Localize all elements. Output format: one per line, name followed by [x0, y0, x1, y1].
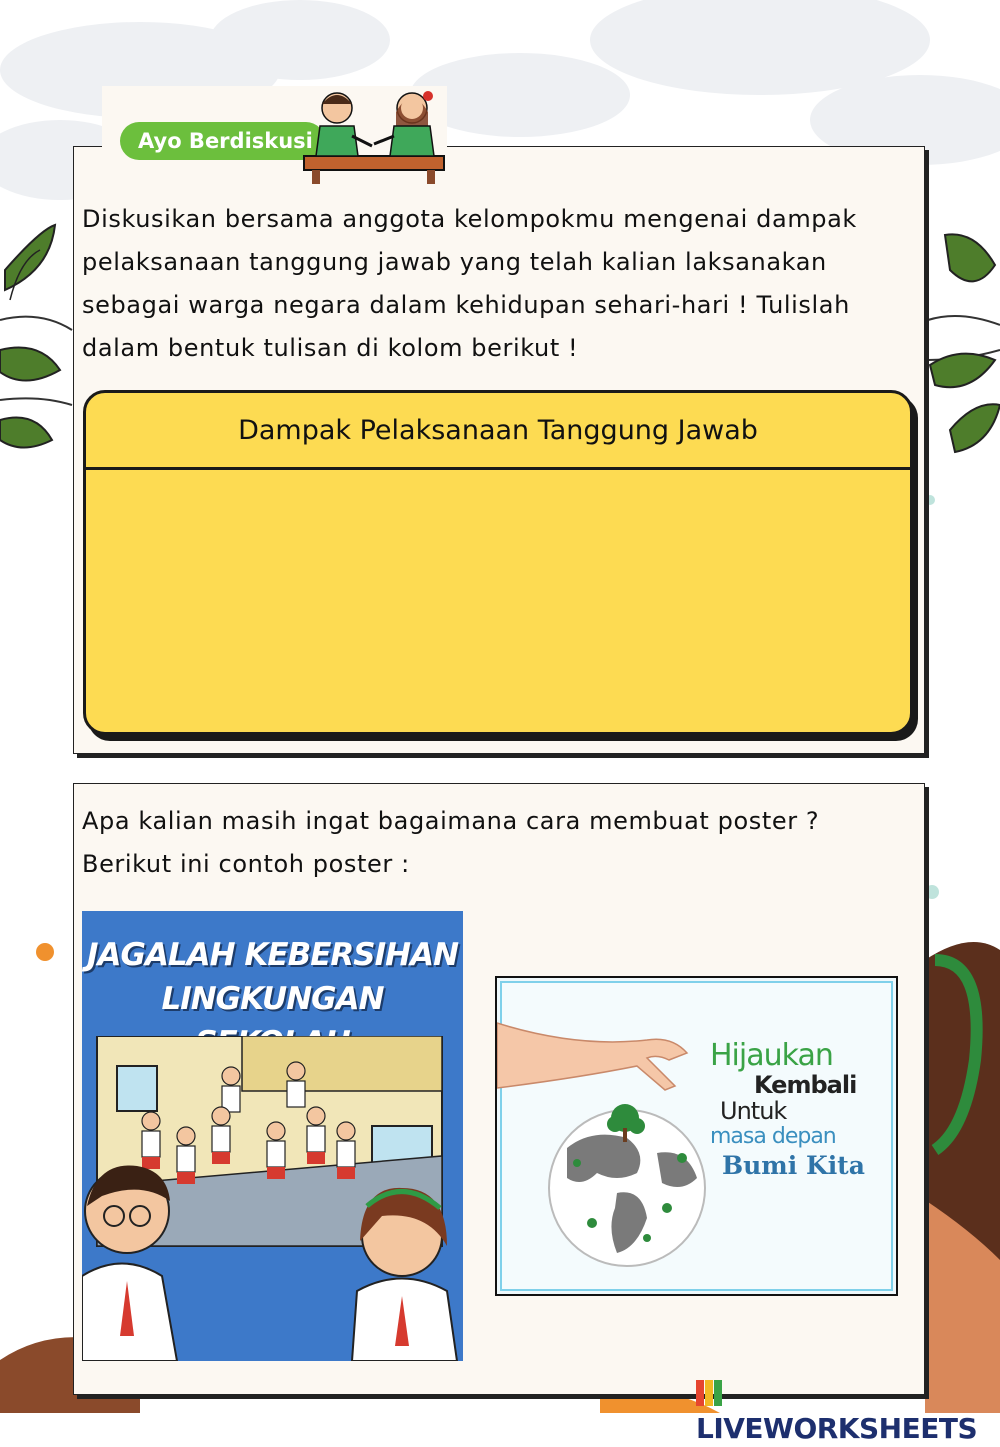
school-children-cleaning-icon	[82, 1036, 463, 1361]
answer-box-title: Dampak Pelaksanaan Tanggung Jawab	[86, 393, 910, 470]
poster2-line: Bumi Kita	[722, 1151, 865, 1180]
orange-dot-icon	[36, 943, 54, 961]
poster2-line: Untuk	[720, 1097, 787, 1125]
liveworksheets-watermark	[696, 1375, 1000, 1445]
poster-intro-text	[82, 800, 902, 886]
poster-intro-line: Apa kalian masih ingat bagaimana cara membuat poster ?	[82, 807, 820, 835]
poster2-line: masa depan	[710, 1124, 836, 1149]
students-discussing-icon	[302, 86, 447, 186]
instruction-line: sebagai warga negara dalam kehidupan sehari-hari ! Tulislah	[82, 291, 850, 319]
right-leaves-icon	[928, 234, 1000, 452]
liveworksheets-logo-icon	[696, 1380, 722, 1406]
left-leaves-icon	[0, 225, 72, 448]
instruction-line: Diskusikan bersama anggota kelompokmu mengenai dampak	[82, 205, 857, 233]
discussion-badge	[102, 86, 447, 194]
badge-label: Ayo Berdiskusi	[120, 122, 325, 160]
watermark-text: LIVEWORKSHEETS	[696, 1412, 978, 1445]
poster2-line: Hijaukan	[710, 1038, 833, 1073]
instruction-line: pelaksanaan tanggung jawab yang telah kalian laksanakan	[82, 248, 827, 276]
girl-illustration-icon	[925, 942, 1000, 1413]
poster-cleanliness-image	[82, 911, 463, 1361]
poster2-line: Kembali	[754, 1071, 857, 1099]
poster2-slogan	[710, 1040, 890, 1182]
poster1-title-line: LINGKUNGAN	[161, 981, 384, 1017]
answer-input[interactable]	[86, 470, 910, 725]
poster-green-earth-image	[495, 976, 898, 1296]
answer-box	[83, 390, 913, 735]
poster1-title-line: JAGALAH KEBERSIHAN	[86, 937, 459, 973]
instruction-text	[82, 198, 902, 370]
poster-intro-line: Berikut ini contoh poster :	[82, 850, 410, 878]
instruction-line: dalam bentuk tulisan di kolom berikut !	[82, 334, 579, 362]
